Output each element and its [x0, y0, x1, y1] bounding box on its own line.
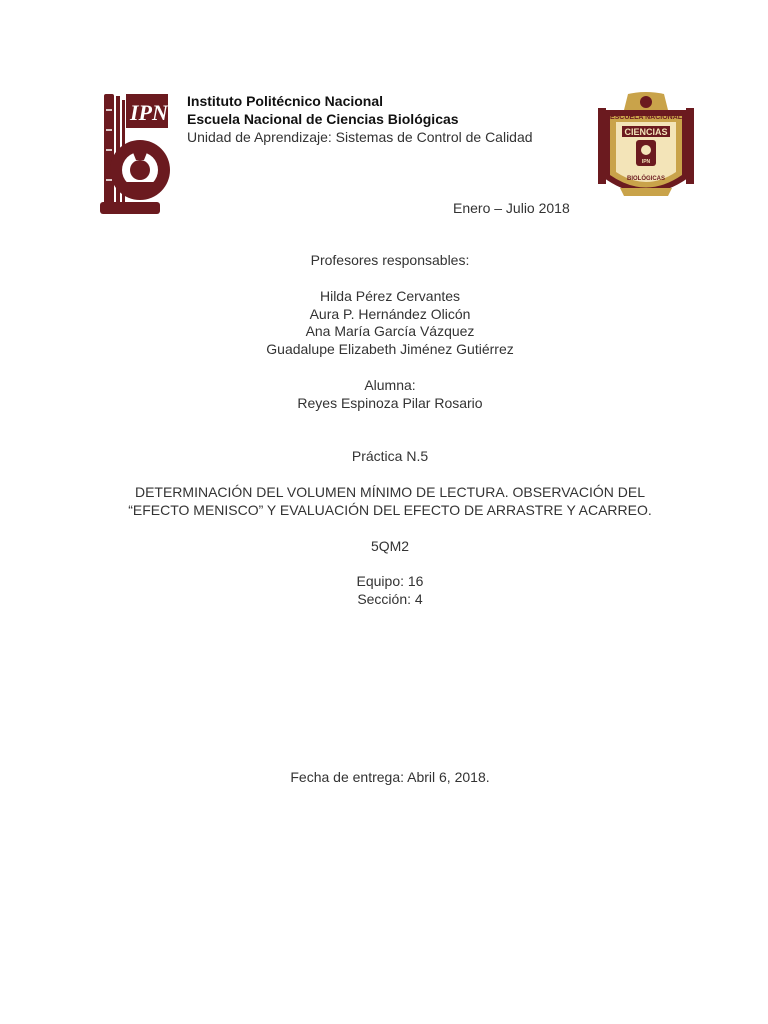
- practice-title-line-2: “EFECTO MENISCO” Y EVALUACIÓN DEL EFECTO DE ARRASTRE Y ACARREO.: [128, 501, 652, 518]
- student-name: Reyes Espinoza Pilar Rosario: [297, 394, 483, 411]
- school-name: Escuela Nacional de Ciencias Biológicas: [187, 111, 459, 127]
- delivery-date: Fecha de entrega: Abril 6, 2018.: [290, 769, 490, 785]
- header-block: [187, 92, 533, 146]
- svg-text:CIENCIAS: CIENCIAS: [624, 127, 668, 137]
- group-code: 5QM2: [370, 538, 410, 554]
- team-number: Equipo: 16: [356, 573, 424, 589]
- svg-text:ESCUELA NACIONAL: ESCUELA NACIONAL: [609, 114, 683, 121]
- professors-heading: Profesores responsables:: [310, 252, 470, 268]
- practice-title-line-1: DETERMINACIÓN DEL VOLUMEN MÍNIMO DE LECTURA. OBSERVACIÓN DEL: [134, 484, 646, 500]
- encb-seal-logo-icon: [598, 92, 694, 210]
- student-heading: Alumna:: [364, 377, 416, 393]
- professor-name: Aura P. Hernández Olicón: [309, 305, 471, 322]
- institution-name: Instituto Politécnico Nacional: [187, 93, 384, 109]
- practice-label: Práctica N.5: [351, 448, 429, 464]
- professor-name: Ana María García Vázquez: [305, 323, 475, 339]
- academic-period: Enero – Julio 2018: [453, 200, 570, 216]
- learning-unit: Unidad de Aprendizaje: Sistemas de Control de Calidad: [187, 129, 533, 145]
- ipn-logo-icon: [96, 90, 176, 218]
- section-number: Sección: 4: [357, 590, 423, 607]
- professor-name: Guadalupe Elizabeth Jiménez Gutiérrez: [266, 340, 514, 357]
- svg-text:IPN: IPN: [641, 159, 651, 165]
- svg-text:IPN: IPN: [130, 100, 168, 125]
- svg-text:BIOLÓGICAS: BIOLÓGICAS: [626, 176, 666, 182]
- professor-name: Hilda Pérez Cervantes: [319, 288, 461, 304]
